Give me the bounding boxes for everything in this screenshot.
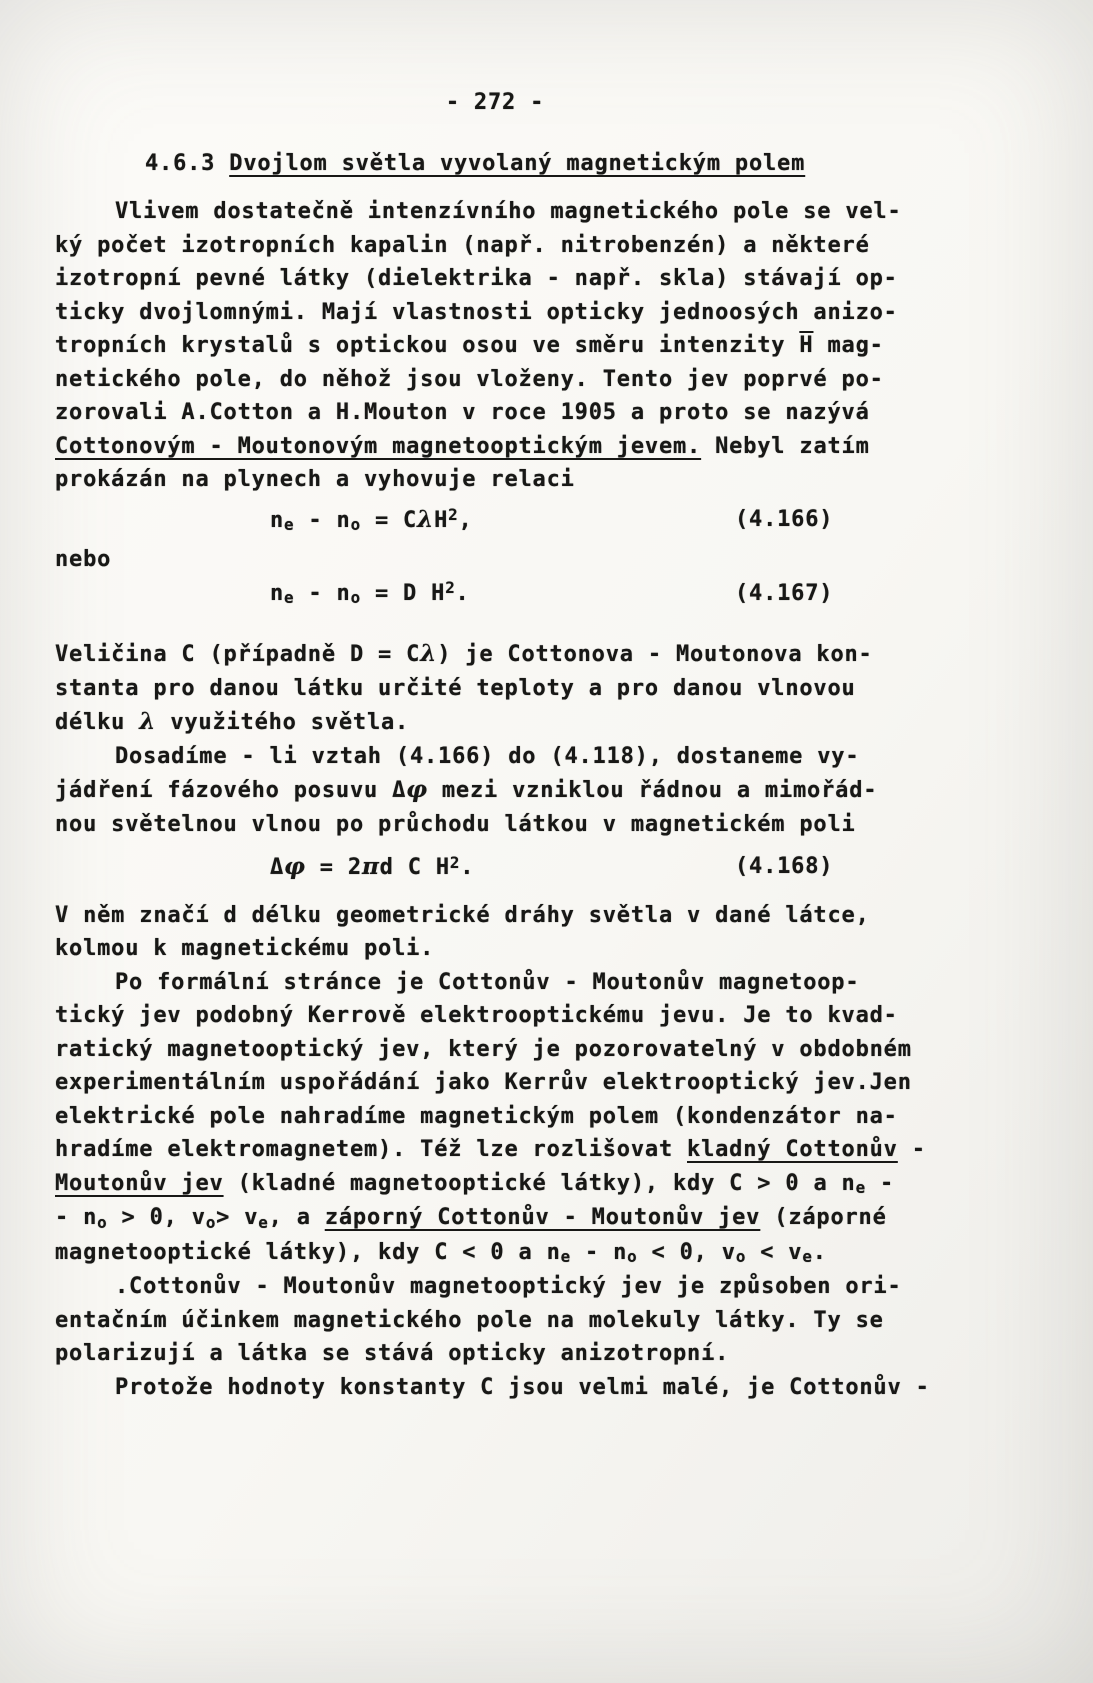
text-segment: 2 (449, 852, 461, 872)
text-segment: mezi vzniklou řádnou a mimořád- (427, 778, 878, 803)
text-segment: nebo (55, 547, 112, 572)
text-segment: entačním účinkem magnetického pole na molekuly látky. Ty se (55, 1307, 884, 1333)
text-segment: H (434, 507, 449, 533)
text-segment: .Cottonův - Moutonův magnetooptický jev je způsoben ori- (115, 1274, 902, 1299)
text-segment: . (460, 855, 475, 880)
text-segment: e (855, 1178, 866, 1198)
text-segment: o (350, 588, 361, 608)
text-segment: 4.6.3 (145, 150, 230, 176)
text-segment: - n (55, 1205, 98, 1230)
math-symbol: φ (284, 853, 306, 880)
text-segment: izotropní pevné látky (dielektrika - např. skla) stávají op- (55, 266, 898, 291)
math-symbol: π (361, 853, 380, 880)
text-segment: elektrické pole nahradíme magnetickým polem (kondenzátor na- (55, 1103, 898, 1129)
equation-number: (4.166) (735, 506, 834, 532)
text-segment: tropních krystalů s optickou osou ve směru intenzity (55, 333, 800, 358)
text-line (55, 899, 935, 933)
text-line (55, 1133, 935, 1167)
document-body (55, 86, 935, 1404)
text-segment: ticky dvojlomnými. Mají vlastnosti opticky jednoosých anizo- (55, 299, 898, 325)
section-heading (145, 147, 935, 181)
text-segment: o (735, 1247, 747, 1267)
text-segment: Δ (270, 855, 285, 880)
text-segment: experimentálním uspořádání jako Kerrův elektrooptický jev.Jen (55, 1070, 912, 1095)
text-segment: ) je Cottonova - Moutonova kon- (437, 642, 873, 667)
text-segment: . (812, 1239, 827, 1265)
text-segment: netického pole, do něhož jsou vloženy. Tento jev poprvé po- (55, 366, 884, 392)
text-line (55, 229, 935, 263)
text-line (55, 1337, 935, 1371)
text-segment: zorovali A.Cotton a H.Mouton v roce 1905 a proto se nazývá (55, 400, 870, 425)
text-line (55, 543, 935, 577)
text-segment: n (270, 580, 285, 606)
text-line (55, 1066, 935, 1100)
text-segment: - n (570, 1239, 628, 1265)
text-segment: e (258, 1212, 269, 1232)
text-segment: Po formální stránce je Cottonův - Moutonův magnetoop- (115, 969, 860, 995)
text-segment: Dosadíme - li vztah (4.166) do (4.118), dostaneme vy- (115, 743, 860, 769)
text-segment: . (455, 580, 470, 606)
equation-number: (4.168) (735, 854, 834, 879)
text-segment: o (350, 515, 361, 535)
text-segment: prokázán na plynech a vyhovuje relaci (55, 467, 575, 492)
text-line (55, 705, 935, 740)
underlined-text: Cottonovým - Moutonovým magnetooptickým jevem. (55, 433, 702, 459)
text-segment: - n (294, 580, 351, 606)
page-number (55, 86, 935, 120)
text-line (55, 195, 935, 229)
text-line (55, 296, 935, 330)
text-line (55, 1167, 935, 1202)
text-line (55, 430, 935, 464)
text-segment: V něm značí d délku geometrické dráhy světla v dané látce, (55, 902, 870, 928)
text-segment: e (802, 1247, 813, 1267)
equation-line (55, 577, 935, 612)
math-symbol: λ (417, 505, 435, 533)
text-line (55, 637, 935, 672)
text-line (55, 463, 935, 497)
underlined-text: Moutonův jev (55, 1170, 224, 1196)
text-segment: ký počet izotropních kapalin (např. nitrobenzén) a některé (55, 232, 870, 258)
text-line (55, 740, 935, 774)
text-line (55, 672, 935, 706)
text-segment: $\overline{H}$ (799, 333, 814, 358)
text-line (55, 1100, 935, 1134)
text-segment: Nebyl zatím (701, 433, 870, 459)
equation-number: (4.167) (735, 580, 834, 606)
text-segment: o (97, 1212, 108, 1232)
text-segment: délku (55, 710, 140, 735)
text-segment: > v (216, 1205, 259, 1230)
text-segment: hradíme elektromagnetem). Též lze rozlišovat (55, 1137, 688, 1162)
math-symbol: λ (139, 708, 157, 735)
text-line (55, 966, 935, 1000)
text-segment: = D H (360, 580, 446, 606)
text-line (55, 1371, 935, 1405)
text-segment: > 0, v (107, 1205, 206, 1230)
text-line (55, 808, 935, 842)
underlined-text: Dvojlom světla vyvolaný magnetickým polem (229, 150, 806, 176)
text-segment: 2 (445, 578, 456, 598)
text-segment: , (458, 507, 473, 533)
text-line (55, 999, 935, 1033)
text-segment: - 272 - (445, 90, 545, 115)
text-segment: = 2 (305, 855, 362, 880)
text-segment: tický jev podobný Kerrově elektrooptickému jevu. Je to kvad- (55, 1003, 898, 1028)
text-line (55, 1304, 935, 1338)
text-segment: n (270, 507, 285, 533)
text-line (55, 1270, 935, 1304)
text-segment: mag- (813, 333, 884, 358)
text-segment: kolmou k magnetickému poli. (55, 936, 435, 961)
text-line (55, 932, 935, 966)
text-segment: , a (268, 1205, 325, 1230)
text-line (55, 1201, 935, 1236)
equation-line (55, 503, 935, 539)
text-segment: magnetooptické látky), kdy C < 0 a n (55, 1239, 561, 1265)
text-segment: Veličina C (případně D = C (55, 642, 421, 667)
math-symbol: λ (420, 640, 438, 667)
text-segment: polarizují a látka se stává opticky anizotropní. (55, 1341, 730, 1366)
math-symbol: φ (406, 776, 428, 803)
text-segment: ratický magnetooptický jev, který je pozorovatelný v obdobném (55, 1036, 912, 1062)
text-segment: Vlivem dostatečně intenzívního magnetického pole se vel- (115, 199, 902, 224)
text-segment: stanta pro danou látku určité teploty a pro danou vlnovou (55, 675, 856, 701)
text-segment: e (284, 588, 295, 608)
text-segment: o (627, 1247, 638, 1267)
text-segment: využitého světla. (156, 710, 410, 735)
text-line (55, 262, 935, 296)
equation-line (55, 850, 935, 886)
text-segment: e (284, 515, 295, 535)
text-segment: 2 (448, 505, 459, 525)
text-segment: - (865, 1170, 895, 1196)
text-segment: (záporné (760, 1205, 887, 1230)
text-segment: d C H (379, 855, 450, 880)
text-segment: < 0, v (637, 1239, 736, 1265)
text-line (55, 363, 935, 397)
text-segment: (kladné magnetooptické látky), kdy C > 0 a n (223, 1170, 856, 1196)
underlined-text: kladný Cottonův (687, 1137, 898, 1162)
text-segment: o (205, 1212, 217, 1232)
text-segment: < v (746, 1239, 803, 1265)
text-segment: - (897, 1137, 926, 1162)
text-segment: - n (294, 507, 351, 533)
text-line (55, 1033, 935, 1067)
text-line (55, 1236, 935, 1271)
text-segment: = C (360, 507, 418, 533)
text-segment: nou světelnou vlnou po průchodu látkou v magnetickém poli (55, 811, 856, 837)
underlined-text: záporný Cottonův - Moutonův jev (324, 1205, 761, 1230)
text-line (55, 773, 935, 808)
text-line (55, 396, 935, 430)
text-segment: Protože hodnoty konstanty C jsou velmi malé, je Cottonův - (115, 1374, 930, 1400)
text-segment: e (560, 1247, 571, 1267)
text-segment: jádření fázového posuvu Δ (55, 778, 407, 803)
text-line (55, 329, 935, 363)
